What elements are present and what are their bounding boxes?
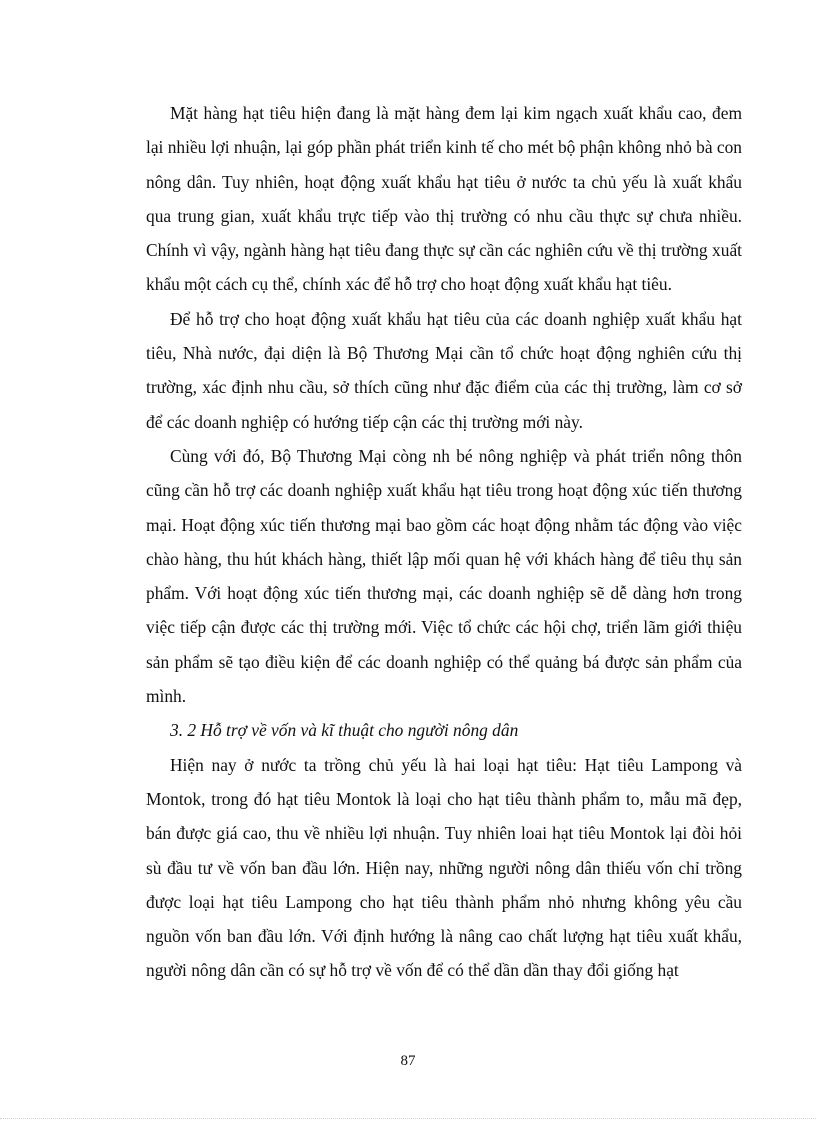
section-heading: 3. 2 Hỗ trợ về vốn và kĩ thuật cho người nông dân bbox=[170, 720, 519, 741]
paragraph-4: Hiện nay ở nước ta trồng chủ yếu là hai loại hạt tiêu: Hạt tiêu Lampong và Montok, trong đó hạt tiêu Montok là loại cho hạt tiêu thành phẩm to, mẫu mã đẹp, bán được giá cao, thu về nhiều lợi nhuận. Tuy nhiên loai hạt tiêu Montok lại đòi hỏi sù đầu tư về vốn ban đầu lớn. Hiện nay, những người nông dân thiếu vốn chỉ trồng được loại hạt tiêu Lampong cho hạt tiêu thành phẩm nhỏ nhưng không yêu cầu nguồn vốn ban đầu lớn. Với định hướng là nâng cao chất lượng hạt tiêu xuất khẩu, người nông dân cần có sự hỗ trợ về vốn để có thể dần dần thay đổi giống hạt bbox=[146, 754, 742, 981]
body-text bbox=[146, 96, 742, 988]
page-number: 87 bbox=[400, 1053, 416, 1069]
paragraph-2: Để hỗ trợ cho hoạt động xuất khẩu hạt tiêu của các doanh nghiệp xuất khẩu hạt tiêu, Nhà nước, đại diện là Bộ Thương Mại cần tổ chức hoạt động nghiên cứu thị trường, xác định nhu cầu, sở thích cũng như đặc điểm của các thị trường, làm cơ sở để các doanh nghiệp có hướng tiếp cận các thị trường mới này. bbox=[146, 308, 742, 432]
paragraph-1: Mặt hàng hạt tiêu hiện đang là mặt hàng đem lại kim ngạch xuất khẩu cao, đem lại nhiều lợi nhuận, lại góp phần phát triển kinh tế cho mét bộ phận không nhỏ bà con nông dân. Tuy nhiên, hoạt động xuất khẩu hạt tiêu ở nước ta chủ yếu là xuất khẩu qua trung gian, xuất khẩu trực tiếp vào thị trường có nhu cầu thực sự chưa nhiều. Chính vì vậy, ngành hàng hạt tiêu đang thực sự cần các nghiên cứu về thị trường xuất khẩu một cách cụ thể, chính xác để hỗ trợ cho hoạt động xuất khẩu hạt tiêu. bbox=[146, 103, 743, 295]
page-bottom-divider bbox=[0, 1118, 816, 1119]
paragraph-3: Cùng với đó, Bộ Thương Mại còng nh bé nông nghiệp và phát triển nông thôn cũng cần hỗ trợ các doanh nghiệp xuất khẩu hạt tiêu trong hoạt động xúc tiến thương mại. Hoạt động xúc tiến thương mại bao gồm các hoạt động nhằm tác động vào việc chào hàng, thu hút khách hàng, thiết lập mối quan hệ với khách hàng để tiêu thụ sản phẩm. Với hoạt động xúc tiến thương mại, các doanh nghiệp sẽ dễ dàng hơn trong việc tiếp cận được các thị trường mới. Việc tổ chức các hội chợ, triển lãm giới thiệu sản phẩm sẽ tạo điều kiện để các doanh nghiệp có thể quảng bá được sản phẩm của mình. bbox=[146, 445, 742, 707]
